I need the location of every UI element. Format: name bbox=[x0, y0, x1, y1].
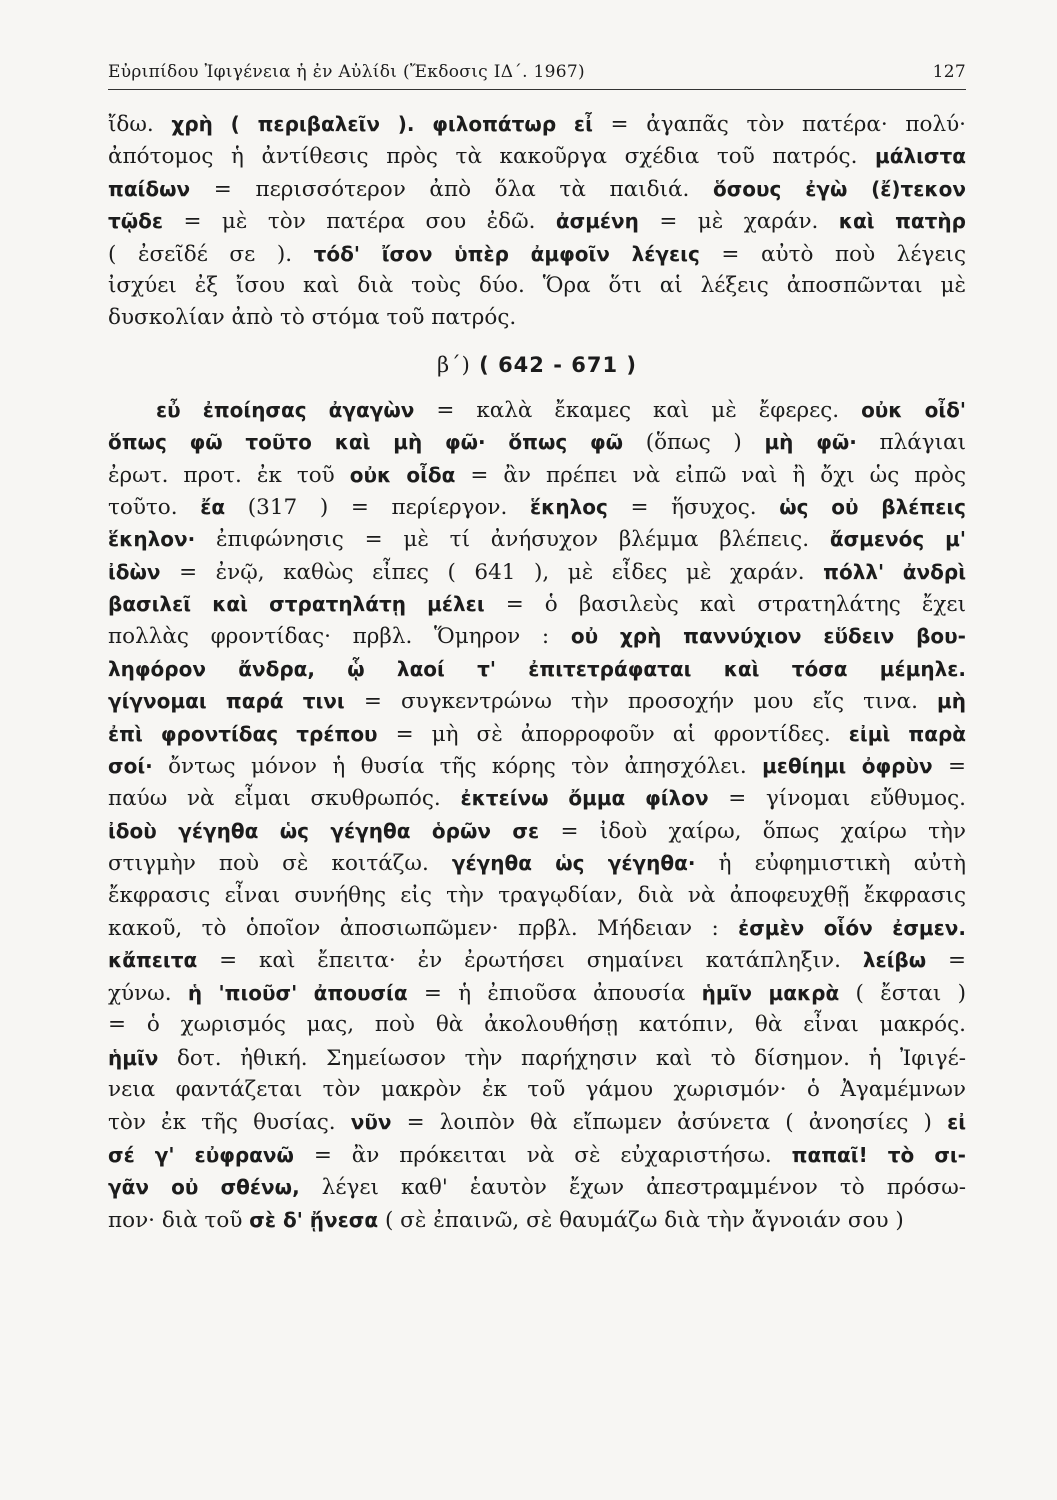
page bbox=[108, 62, 966, 1236]
gloss-text: στιγμὴν ποὺ σὲ κοιτάζω. bbox=[108, 851, 452, 877]
gloss-text: = μὴ σὲ ἀπορροφοῦν αἱ φροντίδες. bbox=[377, 721, 849, 747]
lemma-text: σέ γ' εὐφρανῶ bbox=[108, 1142, 294, 1167]
lemma-text: καὶ πατὴρ bbox=[838, 209, 966, 234]
lemma-text: ἀσμένη bbox=[555, 209, 639, 234]
lemma-text: ὅπως φῶ τοῦτο καὶ μὴ φῶ· ὅπως φῶ bbox=[108, 430, 624, 455]
text-line bbox=[108, 912, 966, 944]
gloss-text: λέγει καθ' ἑαυτὸν ἔχων ἀπεστραμμένον τὸ πρόσω- bbox=[299, 1175, 966, 1201]
gloss-text: = ἐνῷ, καθὼς εἶπες ( 641 ), μὲ εἶδες μὲ χαράν. bbox=[160, 559, 824, 585]
gloss-text: (ὅπως ) bbox=[623, 430, 765, 456]
text-line bbox=[108, 1106, 966, 1138]
lemma-text: γέγηθα ὡς γέγηθα· bbox=[451, 851, 696, 876]
gloss-text: = ὁ βασιλεὺς καὶ στρατηλάτης ἔχει bbox=[484, 592, 966, 618]
text-line bbox=[108, 394, 966, 426]
gloss-text: κακοῦ, τὸ ὁποῖον ἀποσιωπῶμεν· πρβλ. Μήδειαν : bbox=[108, 915, 739, 941]
gloss-text: = περισσότερον ἀπὸ ὅλα τὰ παιδιά. bbox=[190, 176, 713, 202]
text-line bbox=[108, 944, 966, 976]
text-line bbox=[108, 977, 966, 1009]
gloss-text: ἡ εὐφημιστικὴ αὐτὴ bbox=[695, 851, 966, 877]
lemma-text: ἐπὶ φροντίδας τρέπου bbox=[108, 721, 378, 746]
lemma-text: εἰμὶ παρὰ bbox=[848, 721, 967, 746]
gloss-text: = ἡ ἐπιοῦσα ἀπουσία bbox=[407, 980, 702, 1006]
lemma-text: ἡ 'πιοῦσ' ἀπουσία bbox=[187, 980, 408, 1005]
text-line bbox=[108, 782, 966, 814]
lemma-text: τῷδε bbox=[108, 209, 164, 234]
lemma-text: σοί· bbox=[108, 754, 153, 779]
gloss-text: = ἀγαπᾶς τὸν πατέρα· πολύ· bbox=[592, 112, 967, 137]
text-line bbox=[108, 620, 966, 652]
gloss-text: νεια φαντάζεται τὸν μακρὸν ἐκ τοῦ γάμου χωρισμόν· ὁ Ἀγαμέμνων bbox=[108, 1076, 966, 1102]
gloss-text: = ἂν πρέπει νὰ εἰπῶ ναὶ ἢ ὄχι ὡς πρὸς bbox=[455, 462, 967, 488]
lemma-text: ἐκτείνω ὄμμα φίλον bbox=[460, 786, 709, 811]
gloss-text: = αὐτὸ ποὺ λέγεις bbox=[699, 241, 966, 267]
text-line bbox=[108, 718, 966, 750]
gloss-text: ( ἐσεῖδέ σε ). bbox=[108, 241, 314, 267]
gloss-text: (317 ) = περίεργον. bbox=[225, 494, 530, 520]
text-line bbox=[108, 523, 966, 555]
gloss-text: = bbox=[926, 948, 966, 974]
lemma-text: βασιλεῖ καὶ στρατηλάτῃ μέλει bbox=[108, 592, 485, 617]
lemma-text: ἡμῖν μακρὰ bbox=[701, 980, 840, 1005]
gloss-text: ἀπότομος ἡ ἀντίθεσις πρὸς τὰ κακοῦργα σχέδια τοῦ πατρός. bbox=[108, 144, 875, 170]
text-line bbox=[108, 847, 966, 879]
text-line bbox=[108, 238, 966, 270]
gloss-text: = ἥσυχος. bbox=[607, 494, 780, 520]
lemma-text: οὐκ οἶδα bbox=[349, 462, 456, 487]
lemma-text: μὴ bbox=[937, 689, 966, 714]
section-heading bbox=[108, 353, 966, 377]
gloss-text: τὸν ἐκ τῆς θυσίας. bbox=[108, 1110, 351, 1136]
text-line bbox=[108, 140, 966, 172]
text-line bbox=[108, 685, 966, 717]
gloss-text: = bbox=[932, 754, 966, 780]
gloss-text: = ὁ χωρισμός μας, ποὺ θὰ ἀκολουθήσῃ κατόπιν, θὰ εἶναι μακρός. bbox=[108, 1012, 966, 1038]
header-title: Εὐριπίδου Ἰφιγένεια ἡ ἐν Αὐλίδι (Ἔκδοσις ΙΔ΄. 1967) bbox=[108, 62, 585, 82]
text-line bbox=[108, 1204, 966, 1236]
gloss-text: = λοιπὸν θὰ εἴπωμεν ἀσύνετα ( ἀνοησίες ) bbox=[391, 1110, 948, 1136]
text-line bbox=[108, 270, 966, 302]
lemma-text: μὴ φῶ· bbox=[764, 430, 857, 455]
gloss-text: = ἰδοὺ χαίρω, ὅπως χαίρω τὴν bbox=[539, 818, 966, 844]
lemma-text: παίδων bbox=[108, 176, 191, 201]
gloss-text: τοῦτο. bbox=[108, 494, 201, 520]
lemma-text: γᾶν οὐ σθένω, bbox=[108, 1175, 300, 1200]
text-line bbox=[108, 459, 966, 491]
text-line bbox=[108, 1171, 966, 1203]
text-line bbox=[108, 173, 966, 205]
gloss-text: πον· διὰ τοῦ bbox=[108, 1207, 250, 1233]
lemma-text: εὖ ἐποίησας ἀγαγὼν bbox=[156, 397, 415, 422]
text-line bbox=[108, 302, 966, 334]
text-line bbox=[108, 815, 966, 847]
gloss-text: ἴδω. bbox=[108, 112, 172, 137]
lemma-text: τόδ' ἴσον ὑπὲρ ἀμφοῖν λέγεις bbox=[313, 241, 700, 266]
lemma-text: χρὴ ( περιβαλεῖν ). φιλοπάτωρ εἶ bbox=[171, 112, 593, 136]
section-label: β΄) bbox=[437, 352, 471, 377]
text-line bbox=[108, 426, 966, 458]
text-line bbox=[108, 1042, 966, 1074]
lemma-text: ἰδοὺ γέγηθα ὡς γέγηθα ὁρῶν σε bbox=[108, 818, 540, 843]
lemma-text: νῦν bbox=[350, 1110, 392, 1135]
gloss-text: δοτ. ἠθική. Σημείωσον τὴν παρήχησιν καὶ τὸ δίσημον. ἡ Ἰφιγέ- bbox=[158, 1045, 966, 1071]
gloss-text: = μὲ τὸν πατέρα σου ἐδῶ. bbox=[163, 209, 556, 235]
text-line bbox=[108, 491, 966, 523]
lemma-text: ἕκηλος bbox=[529, 494, 608, 519]
gloss-text: ἔκφρασις εἶναι συνήθης εἰς τὴν τραγῳδίαν, διὰ νὰ ἀποφευχθῇ ἔκφρασις bbox=[108, 882, 966, 908]
commentary-paragraph-2 bbox=[108, 394, 966, 1236]
text-line bbox=[108, 108, 966, 140]
lemma-text: οὐ χρὴ παννύχιον εὕδειν βου- bbox=[570, 624, 966, 649]
text-line bbox=[108, 205, 966, 237]
lemma-text: σὲ δ' ᾔνεσα bbox=[249, 1207, 379, 1232]
running-header bbox=[108, 62, 966, 90]
gloss-text: = καλὰ ἔκαμες καὶ μὲ ἔφερες. bbox=[414, 397, 862, 423]
lemma-text: παπαῖ! τὸ σι- bbox=[791, 1142, 966, 1167]
gloss-text: = συγκεντρώνω τὴν προσοχήν μου εἴς τινα. bbox=[344, 689, 938, 715]
gloss-text: πλάγιαι bbox=[856, 430, 966, 456]
section-range: ( 642 - 671 ) bbox=[479, 352, 637, 377]
gloss-text: ( σὲ ἐπαινῶ, σὲ θαυμάζω διὰ τὴν ἄγνοιάν σου ) bbox=[378, 1207, 904, 1233]
lemma-text: μεθίημι ὀφρὺν bbox=[762, 754, 933, 779]
text-line bbox=[108, 880, 966, 912]
text-line bbox=[108, 1074, 966, 1106]
gloss-text: = γίνομαι εὔθυμος. bbox=[708, 786, 966, 812]
lemma-text: ἔα bbox=[200, 494, 226, 519]
lemma-text: ληφόρον ἄνδρα, ᾧ λαοί τ' ἐπιτετράφαται καὶ τόσα μέμηλε. bbox=[108, 656, 966, 681]
lemma-text: ἰδὼν bbox=[108, 559, 161, 584]
gloss-text: = ἂν πρόκειται νὰ σὲ εὐχαριστήσω. bbox=[293, 1142, 792, 1168]
text-line bbox=[108, 1009, 966, 1041]
page-number: 127 bbox=[932, 62, 966, 82]
gloss-text: ἐπιφώνησις = μὲ τί ἀνήσυχον βλέμμα βλέπεις. bbox=[195, 527, 830, 553]
gloss-text: = καὶ ἔπειτα· ἐν ἐρωτήσει σημαίνει κατάπληξιν. bbox=[197, 948, 863, 974]
lemma-text: πόλλ' ἀνδρὶ bbox=[823, 559, 967, 584]
text-line bbox=[108, 556, 966, 588]
lemma-text: οὐκ οἶδ' bbox=[861, 397, 966, 422]
lemma-text: ἕκηλον· bbox=[108, 527, 196, 552]
gloss-text: πολλὰς φροντίδας· πρβλ. Ὅμηρον : bbox=[108, 624, 571, 650]
lemma-text: μάλιστα bbox=[875, 144, 966, 169]
text-line bbox=[108, 653, 966, 685]
lemma-text: ἄσμενός μ' bbox=[829, 527, 967, 552]
gloss-text: ( ἔσται ) bbox=[839, 980, 966, 1006]
lemma-text: ὡς οὐ βλέπεις bbox=[779, 494, 966, 519]
gloss-text: ἰσχύει ἐξ ἴσου καὶ διὰ τοὺς δύο. Ὅρα ὅτι αἱ λέξεις ἀποσπῶνται μὲ bbox=[108, 272, 966, 298]
lemma-text: λείβω bbox=[862, 948, 927, 973]
lemma-text: ἐσμὲν οἷόν ἐσμεν. bbox=[738, 915, 966, 940]
lemma-text: γίγνομαι παρά τινι bbox=[108, 689, 345, 714]
lemma-text: εἰ bbox=[947, 1110, 966, 1135]
text-line bbox=[108, 1139, 966, 1171]
lemma-text: κἄπειτα bbox=[108, 948, 198, 973]
gloss-text: παύω νὰ εἶμαι σκυθρωπός. bbox=[108, 786, 461, 812]
lemma-text: ὅσους ἐγὼ (ἔ)τεκον bbox=[712, 176, 967, 201]
gloss-text: ὄντως μόνον ἡ θυσία τῆς κόρης τὸν ἀπησχόλει. bbox=[152, 754, 763, 780]
text-line bbox=[108, 750, 966, 782]
gloss-text: = μὲ χαράν. bbox=[638, 209, 839, 235]
gloss-text: δυσκολίαν ἀπὸ τὸ στόμα τοῦ πατρός. bbox=[108, 305, 517, 331]
commentary-paragraph-1 bbox=[108, 108, 966, 335]
text-line bbox=[108, 588, 966, 620]
gloss-text: ἐρωτ. προτ. ἐκ τοῦ bbox=[108, 462, 350, 488]
lemma-text: ἡμῖν bbox=[108, 1045, 159, 1070]
gloss-text: χύνω. bbox=[108, 980, 188, 1006]
